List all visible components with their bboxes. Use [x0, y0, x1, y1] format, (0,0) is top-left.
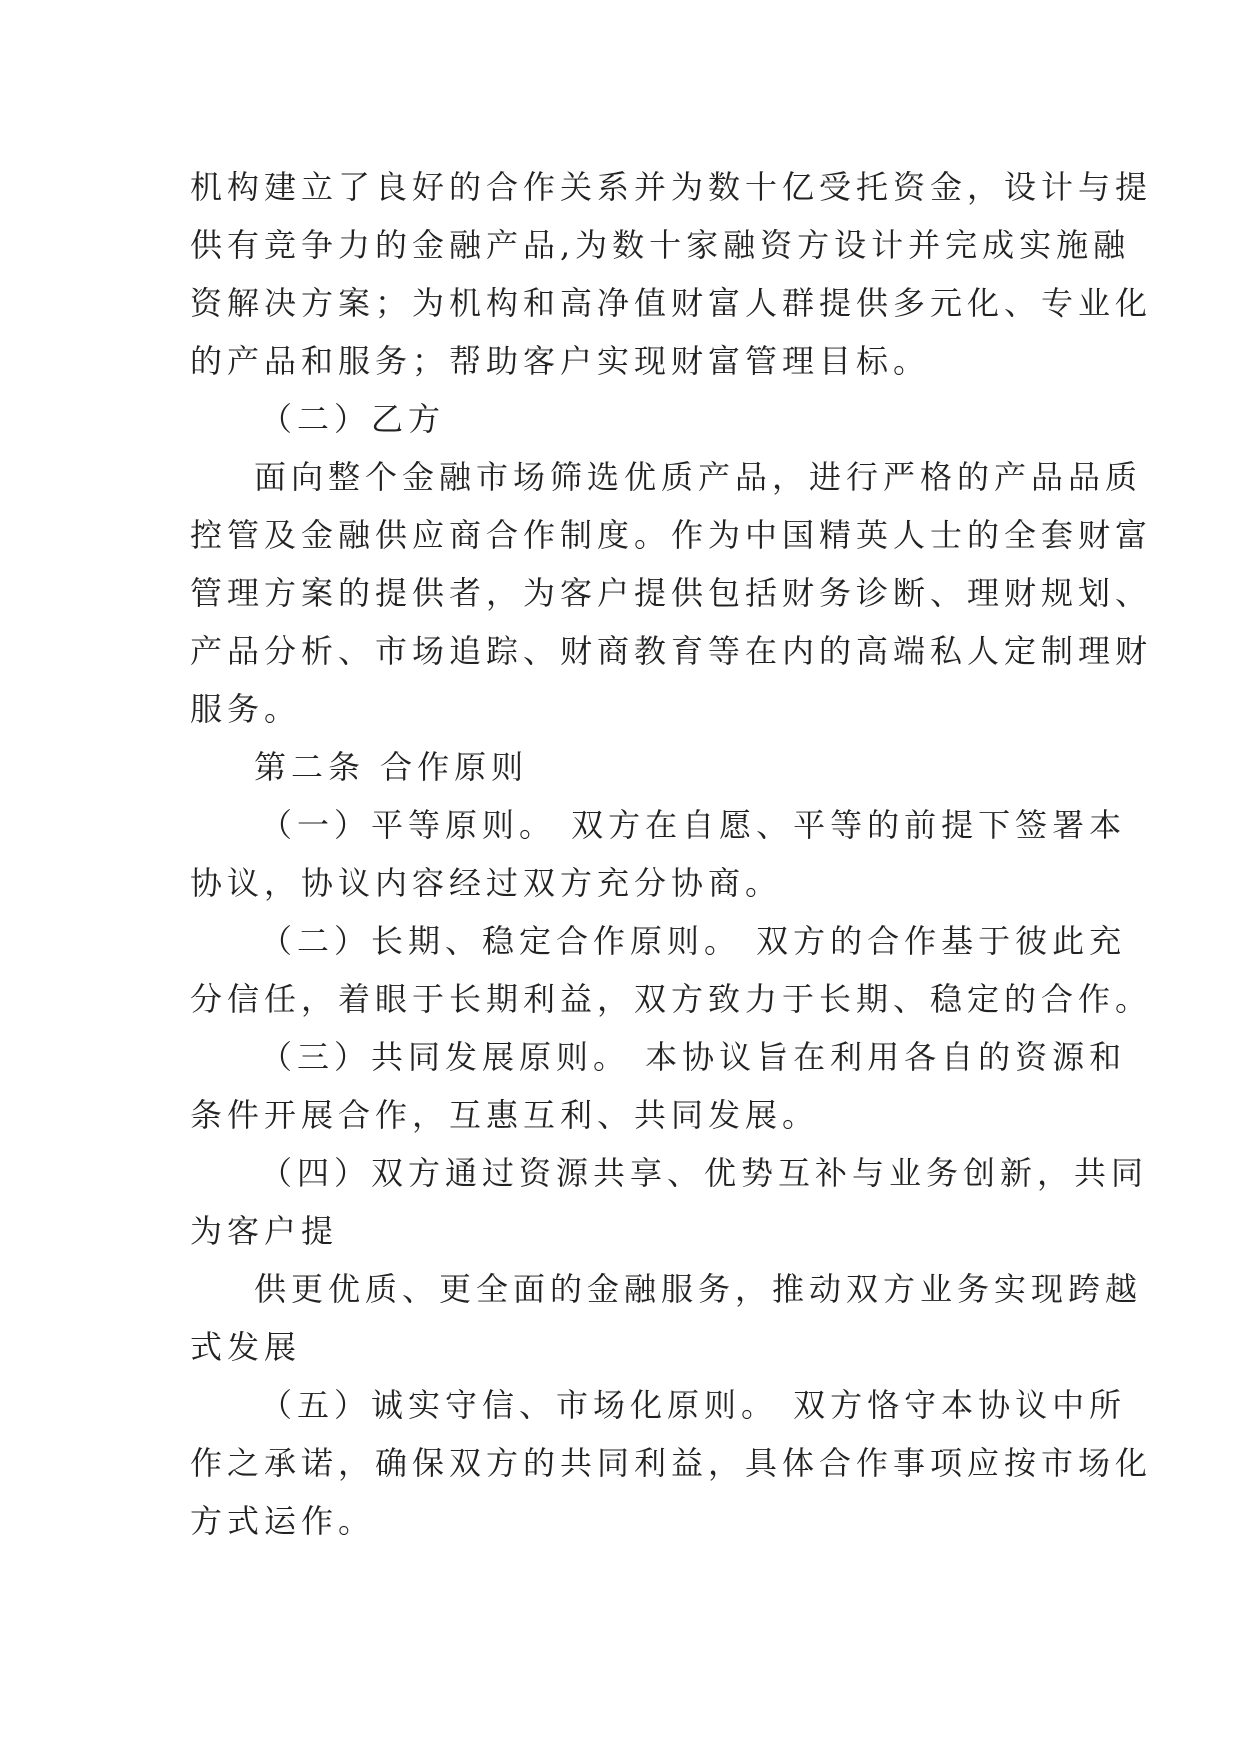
- paragraph-start: 供更优质、更全面的金融服务，推动双方业务实现跨越: [254, 1270, 1143, 1308]
- body-line: 条件开展合作，互惠互利、共同发展。: [190, 1096, 820, 1134]
- section-heading-party-b: （二）乙方: [260, 400, 446, 438]
- body-line: 式发展: [190, 1328, 302, 1366]
- body-line: 供有竞争力的金融产品,为数十家融资方设计并完成实施融: [190, 226, 1131, 264]
- body-line: 机构建立了良好的合作关系并为数十亿受托资金，设计与提: [190, 168, 1153, 206]
- principle-item: （一）平等原则。 双方在自愿、平等的前提下签署本: [260, 806, 1127, 844]
- principle-item: （五）诚实守信、市场化原则。 双方恪守本协议中所: [260, 1386, 1127, 1424]
- body-line: 作之承诺，确保双方的共同利益，具体合作事项应按市场化: [190, 1444, 1153, 1482]
- body-line: 控管及金融供应商合作制度。作为中国精英人士的全套财富: [190, 516, 1153, 554]
- principle-item: （四）双方通过资源共享、优势互补与业务创新，共同: [260, 1154, 1149, 1192]
- body-line: 的产品和服务；帮助客户实现财富管理目标。: [190, 342, 931, 380]
- body-line: 分信任，着眼于长期利益，双方致力于长期、稳定的合作。: [190, 980, 1153, 1018]
- principle-item: （三）共同发展原则。 本协议旨在利用各自的资源和: [260, 1038, 1127, 1076]
- body-line: 为客户提: [190, 1212, 339, 1250]
- body-line: 管理方案的提供者，为客户提供包括财务诊断、理财规划、: [190, 574, 1153, 612]
- body-line: 产品分析、市场追踪、财商教育等在内的高端私人定制理财: [190, 632, 1153, 670]
- paragraph-start: 面向整个金融市场筛选优质产品，进行严格的产品品质: [254, 458, 1143, 496]
- document-body: [190, 158, 1153, 1550]
- article-heading: 第二条 合作原则: [254, 748, 529, 786]
- body-line: 服务。: [190, 690, 302, 728]
- body-line: 资解决方案；为机构和高净值财富人群提供多元化、专业化: [190, 284, 1153, 322]
- body-line: 协议，协议内容经过双方充分协商。: [190, 864, 783, 902]
- principle-item: （二）长期、稳定合作原则。 双方的合作基于彼此充: [260, 922, 1127, 960]
- body-line: 方式运作。: [190, 1502, 376, 1540]
